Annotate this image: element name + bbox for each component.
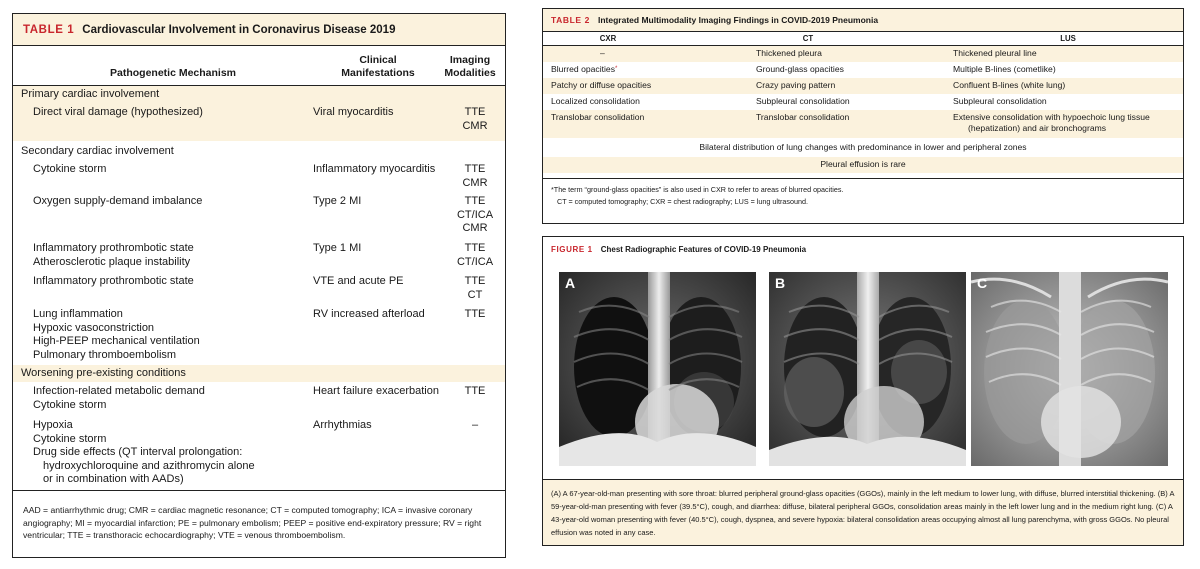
section-title: Primary cardiac involvement <box>21 88 160 100</box>
header-imaging-1: Imaging <box>449 54 491 66</box>
clinical-cell: Arrhythmias <box>313 419 372 431</box>
table-1-tag: TABLE 1 <box>23 23 75 36</box>
header-clinical-1: Clinical <box>359 54 397 66</box>
table-row <box>13 239 505 272</box>
imaging-cell: TTE <box>464 385 486 397</box>
table-row: – Thickened pleura Thickened pleural line <box>543 46 1183 62</box>
section-primary <box>13 86 505 141</box>
table-row: Localized consolidation Subpleural consolidation Subpleural consolidation <box>551 96 1047 106</box>
section-title: Worsening pre-existing conditions <box>21 367 186 379</box>
table-row <box>13 192 505 239</box>
clinical-cell: Type 1 MI <box>313 242 362 254</box>
section-worsening-rows <box>13 382 505 488</box>
imaging-cell: TTE CMR <box>462 163 488 189</box>
table-2-body <box>543 46 1183 179</box>
figure-1-caption: Chest Radiographic Features of COVID-19 Pneumonia <box>600 244 807 254</box>
mechanism-cell: Inflammatory prothrombotic state <box>33 275 194 287</box>
table-2-column-headers <box>543 32 1183 46</box>
clinical-cell: VTE and acute PE <box>313 275 404 287</box>
table-2-caption: Integrated Multimodality Imaging Findings in COVID-2019 Pneumonia <box>598 15 879 25</box>
table-row <box>13 160 505 192</box>
xray-panel-b <box>769 272 966 466</box>
imaging-cell: – <box>471 419 479 431</box>
table-1-column-headers <box>13 46 505 86</box>
section-title: Secondary cardiac involvement <box>21 145 174 157</box>
header-lus: LUS <box>1060 34 1076 43</box>
figure-1-tag: FIGURE 1 <box>551 244 593 254</box>
mechanism-cell: Oxygen supply-demand imbalance <box>33 195 203 207</box>
imaging-cell: TTE CT/ICA CMR <box>456 195 494 234</box>
section-worsening <box>13 365 505 382</box>
mechanism-cell: Lung inflammation Hypoxic vasoconstriction High-PEEP mechanical ventilation Pulmonary thromboembolism <box>33 308 200 361</box>
table-row: Pleural effusion is rare <box>543 157 1183 173</box>
mechanism-cell: Cytokine storm <box>33 163 107 175</box>
header-ct: CT <box>802 34 814 43</box>
mechanism-cell: Infection-related metabolic demand Cytokine storm <box>33 385 205 411</box>
clinical-cell: Inflammatory myocarditis <box>313 163 436 175</box>
xray-panel-c <box>971 272 1168 466</box>
table-row <box>13 272 505 305</box>
footnote-marker: * <box>615 66 618 72</box>
imaging-cell: TTE CT <box>464 275 486 301</box>
imaging-cell: TTE CT/ICA <box>456 242 494 268</box>
mechanism-cell: Hypoxia Cytokine storm Drug side effects (QT interval prolongation: hydroxychloroquine and azithromycin alone or in combination with AADs) <box>33 419 255 485</box>
table-row <box>13 416 505 488</box>
table-2 <box>542 8 1184 224</box>
figure-1 <box>542 236 1184 546</box>
clinical-cell: Type 2 MI <box>313 195 362 207</box>
table-1-footnote: AAD = antiarrhythmic drug; CMR = cardiac magnetic resonance; CT = computed tomography; ICA = invasive coronary angiography; MI = myocardial infarction; PE = pulmonary embolism; PEEP = positive end-expiratory pressure; RV = right ventricular; TTE = transthoracic echocardiography; VTE = venous thromboembolism. <box>13 490 505 557</box>
xray-panel-a <box>559 272 756 466</box>
figure-1-legend: (A) A 67-year-old-man presenting with sore throat: blurred peripheral ground-glass opacities (GGOs), mainly in the left medium to lower lung, with diffuse, blurred interstitial thickening. (B) A 59-year-old-man presenting with fever (39.5°C), cough, and diarrhea: diffuse, bilateral peripheral GGOs, consolidation areas mainly in the left lower lung and in the medium right lung. (C) A 43-year-old woman presenting with fever (40.5°C), cough, dyspnea, and severe hypoxia: bilateral consolidation areas occupying almost all lung parenchyma, with gross GGOs. No pleural effusion was noted in any case. <box>543 479 1183 545</box>
table-row <box>13 382 505 416</box>
panel-label: B <box>775 275 786 291</box>
table-1-caption: Cardiovascular Involvement in Coronavirus Disease 2019 <box>82 23 396 36</box>
header-clinical-2: Manifestations <box>341 67 415 79</box>
table-row: Patchy or diffuse opacities Crazy paving pattern Confluent B-lines (white lung) <box>543 78 1183 94</box>
table-2-tag: TABLE 2 <box>551 15 590 25</box>
panel-label: A <box>565 275 576 291</box>
mechanism-cell: Direct viral damage (hypothesized) <box>33 106 203 118</box>
table-2-footnote: *The term “ground-glass opacities” is also used in CXR to refer to areas of blurred opacities. CT = computed tomography; CXR = chest radiography; LUS = lung ultrasound. <box>551 185 844 206</box>
table-1 <box>12 13 506 558</box>
table-row: Bilateral distribution of lung changes with predominance in lower and peripheral zones <box>699 142 1027 152</box>
table-row <box>13 305 505 365</box>
header-cxr: CXR <box>599 34 617 43</box>
imaging-cell: TTE <box>464 308 486 320</box>
clinical-cell: Viral myocarditis <box>313 106 394 118</box>
section-secondary <box>13 143 505 365</box>
table-2-header <box>543 9 1183 32</box>
clinical-cell: Heart failure exacerbation <box>313 385 439 397</box>
figure-1-header <box>543 237 1183 261</box>
table-row <box>13 103 505 141</box>
panel-label: C <box>977 275 988 291</box>
table-1-header <box>13 14 505 46</box>
clinical-cell: RV increased afterload <box>313 308 425 320</box>
header-mechanism: Pathogenetic Mechanism <box>109 67 237 79</box>
table-row: Translobar consolidation Translobar consolidation Extensive consolidation with hypoechoic lung tissue (hepatization) and air bronchograms <box>543 110 1183 138</box>
table-row: Blurred opacities* Ground-glass opacities Multiple B-lines (cometlike) <box>551 64 1056 74</box>
imaging-cell: TTE CMR <box>462 106 488 132</box>
header-imaging-2: Modalities <box>444 67 496 79</box>
mechanism-cell: Inflammatory prothrombotic state Atherosclerotic plaque instability <box>33 242 194 268</box>
